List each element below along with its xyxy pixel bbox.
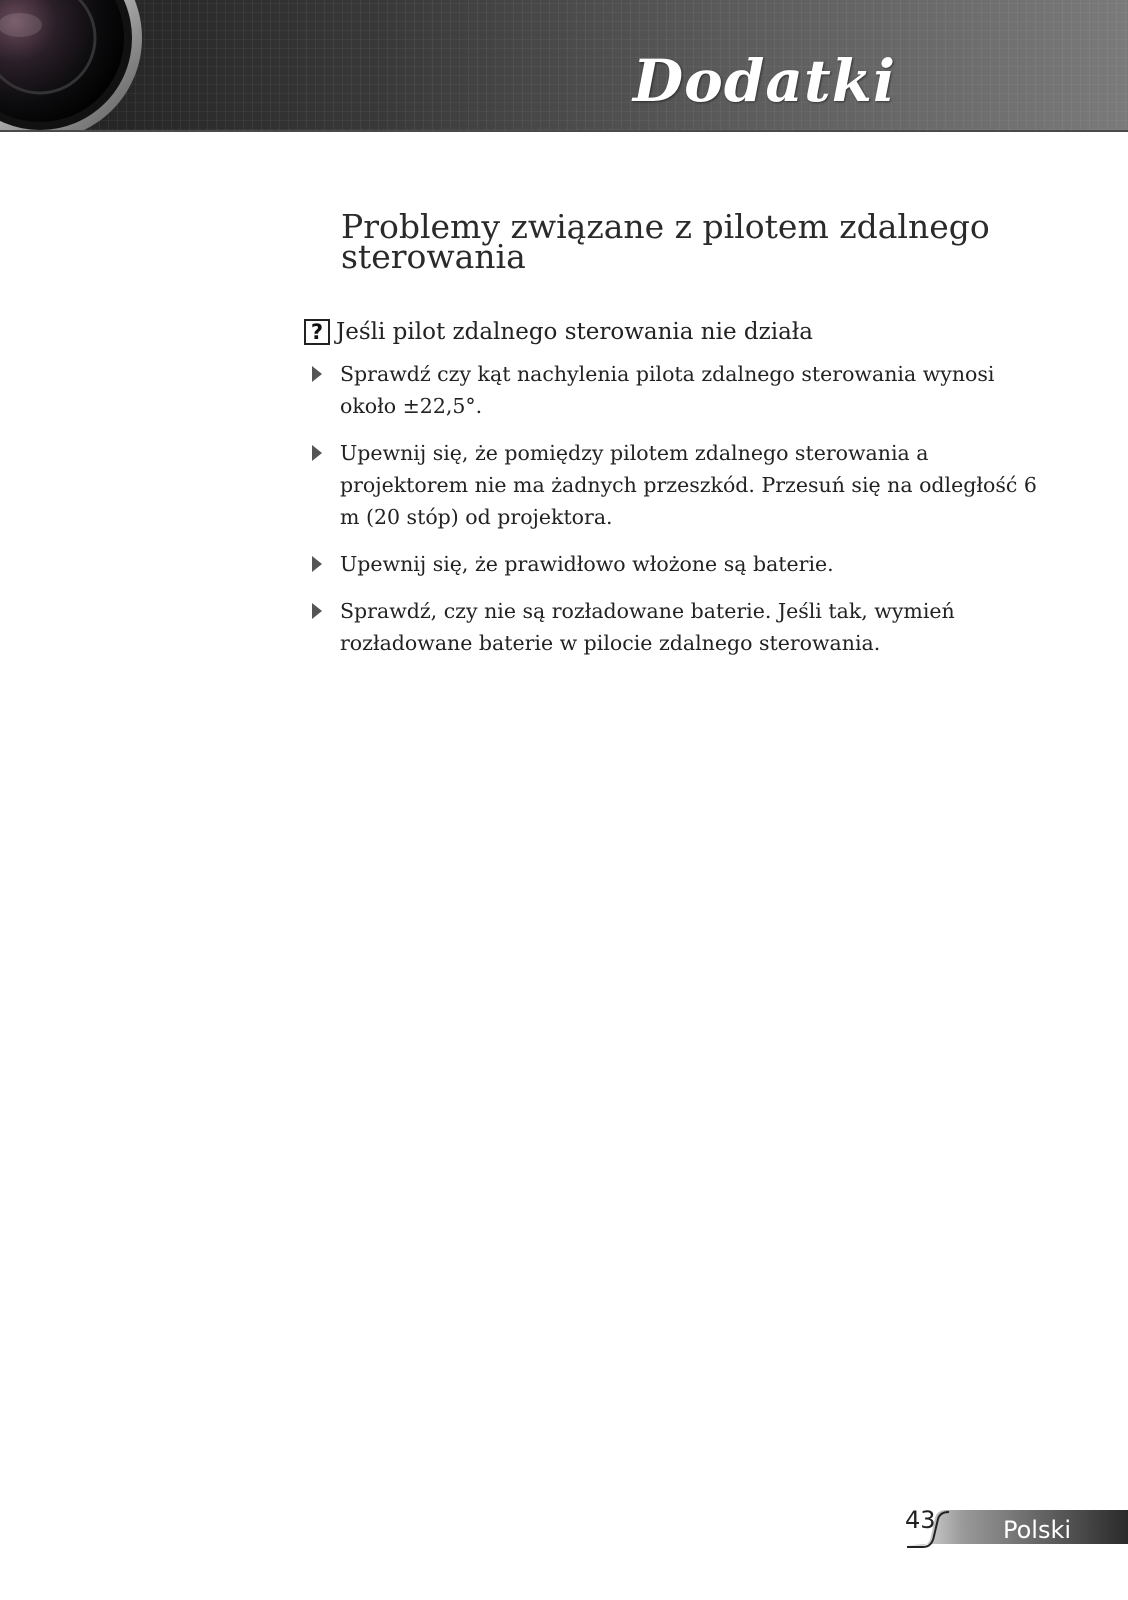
arrow-bullet-icon: [312, 366, 322, 382]
question-heading: [304, 316, 813, 348]
list-item-text: Sprawdź czy kąt nachylenia pilota zdalnego sterowania wynosi około ±22,5°.: [340, 362, 995, 418]
list-item: [312, 358, 1042, 422]
arrow-bullet-icon: [312, 445, 322, 461]
arrow-bullet-icon: [312, 603, 322, 619]
list-item-text: Upewnij się, że pomiędzy pilotem zdalnego sterowania a projektorem nie ma żadnych przeszkód. Przesuń się na odległość 6 m (20 stóp) od projektora.: [340, 441, 1037, 529]
page-header-title: Dodatki: [632, 47, 896, 115]
language-label: Polski: [1003, 1516, 1072, 1544]
question-mark-icon: ?: [304, 319, 330, 345]
arrow-bullet-icon: [312, 556, 322, 572]
section-title: Problemy związane z pilotem zdalnego sterowania: [341, 207, 990, 276]
list-item-text: Upewnij się, że prawidłowo włożone są baterie.: [340, 552, 834, 576]
list-item-text: Sprawdź, czy nie są rozładowane baterie. Jeśli tak, wymień rozładowane baterie w pilocie zdalnego sterowania.: [340, 599, 955, 655]
projector-lens-icon: [0, 0, 150, 130]
troubleshooting-list: [312, 358, 1042, 674]
question-text: Jeśli pilot zdalnego sterowania nie działa: [336, 319, 813, 345]
header-banner: [0, 0, 1128, 132]
list-item: [312, 595, 1042, 659]
page-number: 43: [905, 1506, 936, 1534]
list-item: [312, 437, 1042, 533]
list-item: [312, 548, 1042, 580]
